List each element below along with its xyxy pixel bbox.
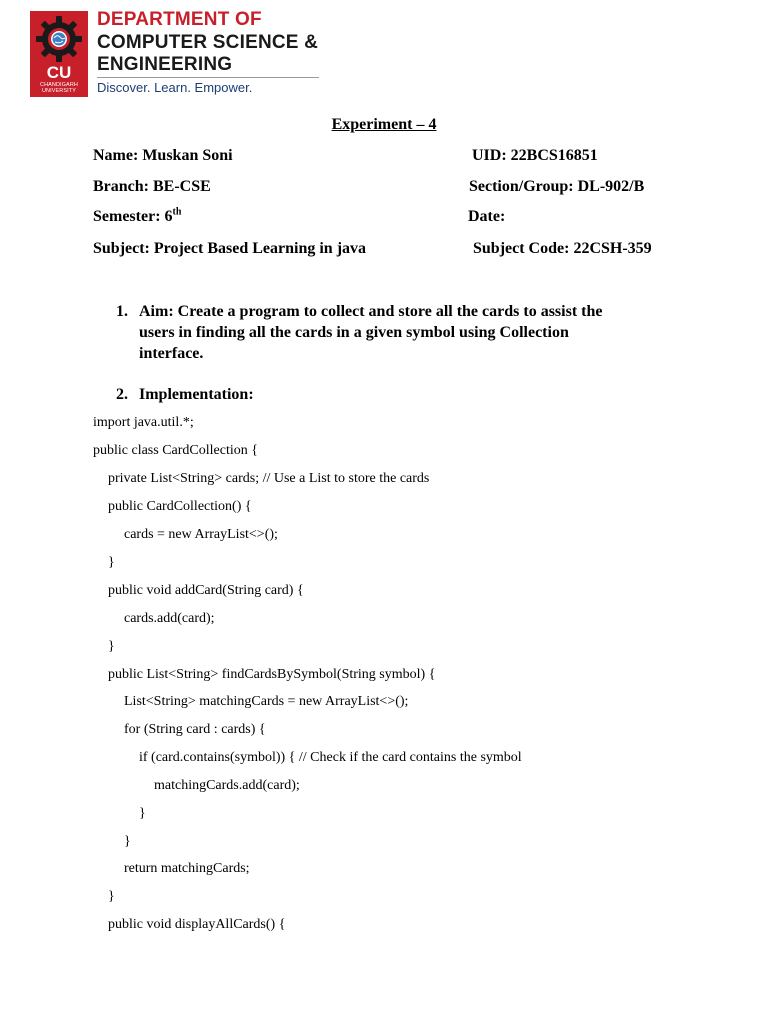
department-heading-line-1: DEPARTMENT OF: [97, 9, 262, 30]
department-heading-line-3: ENGINEERING: [97, 54, 233, 75]
semester-superscript: th: [172, 206, 182, 218]
subject-code: Subject Code: 22CSH-359: [473, 240, 652, 257]
code-line: private List<String> cards; // Use a List to store the cards: [108, 471, 430, 486]
aim-text: [139, 301, 679, 364]
logo-university-text: [30, 82, 88, 94]
branch: Branch: BE-CSE: [93, 178, 211, 195]
code-line: public List<String> findCardsBySymbol(String symbol) {: [108, 667, 436, 682]
aim-line: Aim: Create a program to collect and store all the cards to assist the: [139, 303, 603, 320]
tagline: Discover. Learn. Empower.: [97, 80, 253, 95]
student-uid: UID: 22BCS16851: [472, 147, 598, 164]
date: Date:: [468, 208, 506, 225]
experiment-title: [0, 116, 768, 134]
header-divider: [97, 77, 319, 78]
department-heading-line-2: COMPUTER SCIENCE &: [97, 32, 319, 53]
section-number: 2.: [116, 386, 128, 403]
code-line: public class CardCollection {: [93, 443, 258, 458]
logo-cu-text: CU: [46, 63, 72, 82]
code-line: matchingCards.add(card);: [154, 778, 300, 793]
code-line: public void addCard(String card) {: [108, 583, 304, 598]
section-number: 1.: [116, 303, 128, 320]
code-line: cards = new ArrayList<>();: [124, 527, 278, 542]
code-line: return matchingCards;: [124, 861, 250, 876]
logo-subtext-line: CHANDIGARH: [40, 82, 78, 88]
semester: [93, 208, 181, 226]
code-line: }: [108, 639, 115, 654]
code-line: import java.util.*;: [93, 415, 194, 430]
code-line: List<String> matchingCards = new ArrayList<>();: [124, 694, 409, 709]
implementation-heading: Implementation:: [139, 386, 254, 403]
code-line: public CardCollection() {: [108, 499, 252, 514]
aim-line: users in finding all the cards in a given symbol using Collection: [139, 324, 569, 341]
subject: Subject: Project Based Learning in java: [93, 240, 367, 257]
code-line: }: [139, 806, 146, 821]
semester-label: Semester: 6: [93, 208, 173, 225]
code-line: }: [108, 889, 115, 904]
university-logo: [30, 11, 88, 97]
gear-globe-emblem-icon: [34, 14, 84, 64]
code-line: for (String card : cards) {: [124, 722, 266, 737]
code-line: if (card.contains(symbol)) { // Check if the card contains the symbol: [139, 750, 522, 765]
section-group: Section/Group: DL-902/B: [469, 178, 645, 195]
code-line: }: [124, 834, 131, 849]
logo-subtext-line: UNIVERSITY: [41, 88, 76, 94]
code-line: }: [108, 555, 115, 570]
experiment-title-text: Experiment – 4: [331, 116, 437, 133]
aim-line: interface.: [139, 345, 204, 362]
code-line: cards.add(card);: [124, 611, 215, 626]
code-line: public void displayAllCards() {: [108, 917, 286, 932]
student-name: Name: Muskan Soni: [93, 147, 233, 164]
